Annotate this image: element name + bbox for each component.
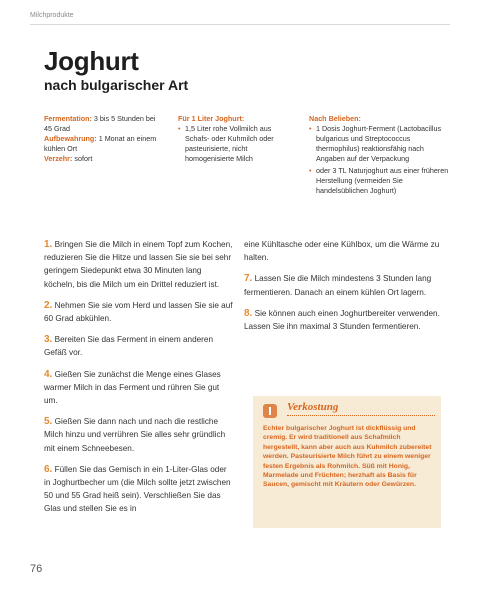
step-text: Füllen Sie das Gemisch in ein 1-Liter-Glas oder in Joghurtbecher um (die Milch sollte jetzt zwischen 50 und 55 Grad heiß sein). Verschließen Sie das Glas und stellen Sie es in	[44, 464, 231, 514]
consume-label: Verzehr:	[44, 154, 73, 163]
section-label: Milchprodukte	[30, 12, 74, 19]
step-5	[44, 415, 234, 455]
recipe-subtitle: nach bulgarischer Art	[44, 77, 189, 93]
step-number: 6.	[44, 463, 53, 475]
header-divider	[30, 24, 450, 25]
step-text: Gießen Sie dann nach und nach die restliche Milch hinzu und verrühren Sie alles sehr gründlich mit einem Schneebesen.	[44, 417, 226, 453]
step-number: 5.	[44, 416, 53, 428]
step-4	[44, 368, 234, 408]
info-column-facts	[44, 114, 164, 164]
ingredients-heading: Für 1 Liter Joghurt:	[178, 114, 245, 123]
tasting-box-text: Echter bulgarischer Joghurt ist dickflüssig und cremig. Er wird traditionell aus Schafmilch hergestellt, kann aber auch aus Kuhmilch zubereitet werden. Pasteurisierte Milch führt zu einem weniger festen Ergebnis als Rohmilch. Süß mit Honig, Marmelade und Früchten; herzhaft als Basis für Saucen, gemischt mit Kräutern oder Gewürzen.	[263, 425, 432, 489]
tasting-box	[253, 396, 441, 528]
steps-column-left	[44, 238, 234, 524]
step-7	[244, 272, 442, 298]
step-number: 1.	[44, 239, 53, 250]
optional-list	[309, 124, 449, 196]
step-number: 4.	[44, 368, 53, 380]
consume-value: sofort	[74, 154, 93, 163]
fermentation-label: Fermentation:	[44, 114, 92, 123]
step-text: Bringen Sie die Milch in einem Topf zum Kochen, reduzieren Sie die Hitze und lassen Sie sie bei sehr geringem Siedepunkt etwa 30 Minuten lang köcheln, bis die Milch um ein Drittel reduziert ist.	[44, 240, 233, 289]
recipe-title: Joghurt	[44, 46, 139, 76]
step-number: 3.	[44, 334, 53, 346]
step-text: Bereiten Sie das Ferment in einem anderen Gefäß vor.	[44, 335, 214, 358]
page-number: 76	[30, 563, 43, 575]
step-text: Nehmen Sie sie vom Herd und lassen Sie sie auf 60 Grad abkühlen.	[44, 300, 233, 324]
list-item: • 1 Dosis Joghurt-Ferment (Lactobacillus bulgaricus und Streptococcus thermophilus) reaktionsfähig nach Angaben auf der Verpackung	[309, 124, 449, 164]
storage-value: 1 Monat an einem kühlen Ort	[44, 134, 157, 153]
list-item: • oder 3 TL Naturjoghurt aus einer früheren Herstellung (vermeiden Sie handelsüblichen Joghurt)	[309, 166, 449, 196]
step-6-continuation: eine Kühltasche oder eine Kühlbox, um die Wärme zu halten.	[244, 240, 440, 263]
step-1	[44, 238, 234, 291]
step-2	[44, 299, 234, 325]
storage-label: Aufbewahrung:	[44, 134, 97, 143]
step-3	[44, 333, 234, 359]
step-8	[244, 307, 442, 333]
optional-heading: Nach Belieben:	[309, 114, 361, 123]
thermometer-icon	[263, 404, 277, 418]
step-text: Sie können auch einen Joghurtbereiter verwenden. Lassen Sie ihn maximal 3 Stunden fermentieren.	[244, 308, 440, 332]
info-column-ingredients	[178, 114, 296, 166]
steps-column-right	[244, 238, 442, 341]
tasting-box-divider	[287, 415, 435, 416]
step-number: 2.	[44, 299, 53, 311]
step-text: Gießen Sie zunächst die Menge eines Glases warmer Milch in das Ferment und rühren Sie gut um.	[44, 369, 221, 406]
fermentation-value: 3 bis 5 Stunden bei 45 Grad	[44, 114, 156, 133]
ingredients-list	[178, 124, 296, 164]
list-item: • 1,5 Liter rohe Vollmilch aus Schafs- oder Kuhmilch oder pasteurisierte, nicht homogenisierte Milch	[178, 124, 296, 164]
info-column-optional	[309, 114, 449, 198]
tasting-box-title: Verkostung	[287, 401, 339, 413]
step-number: 7.	[244, 273, 253, 285]
step-text: Lassen Sie die Milch mindestens 3 Stunden lang fermentieren. Danach an einem kühlen Ort lagern.	[244, 274, 432, 297]
step-6	[44, 463, 234, 516]
step-number: 8.	[244, 307, 253, 319]
